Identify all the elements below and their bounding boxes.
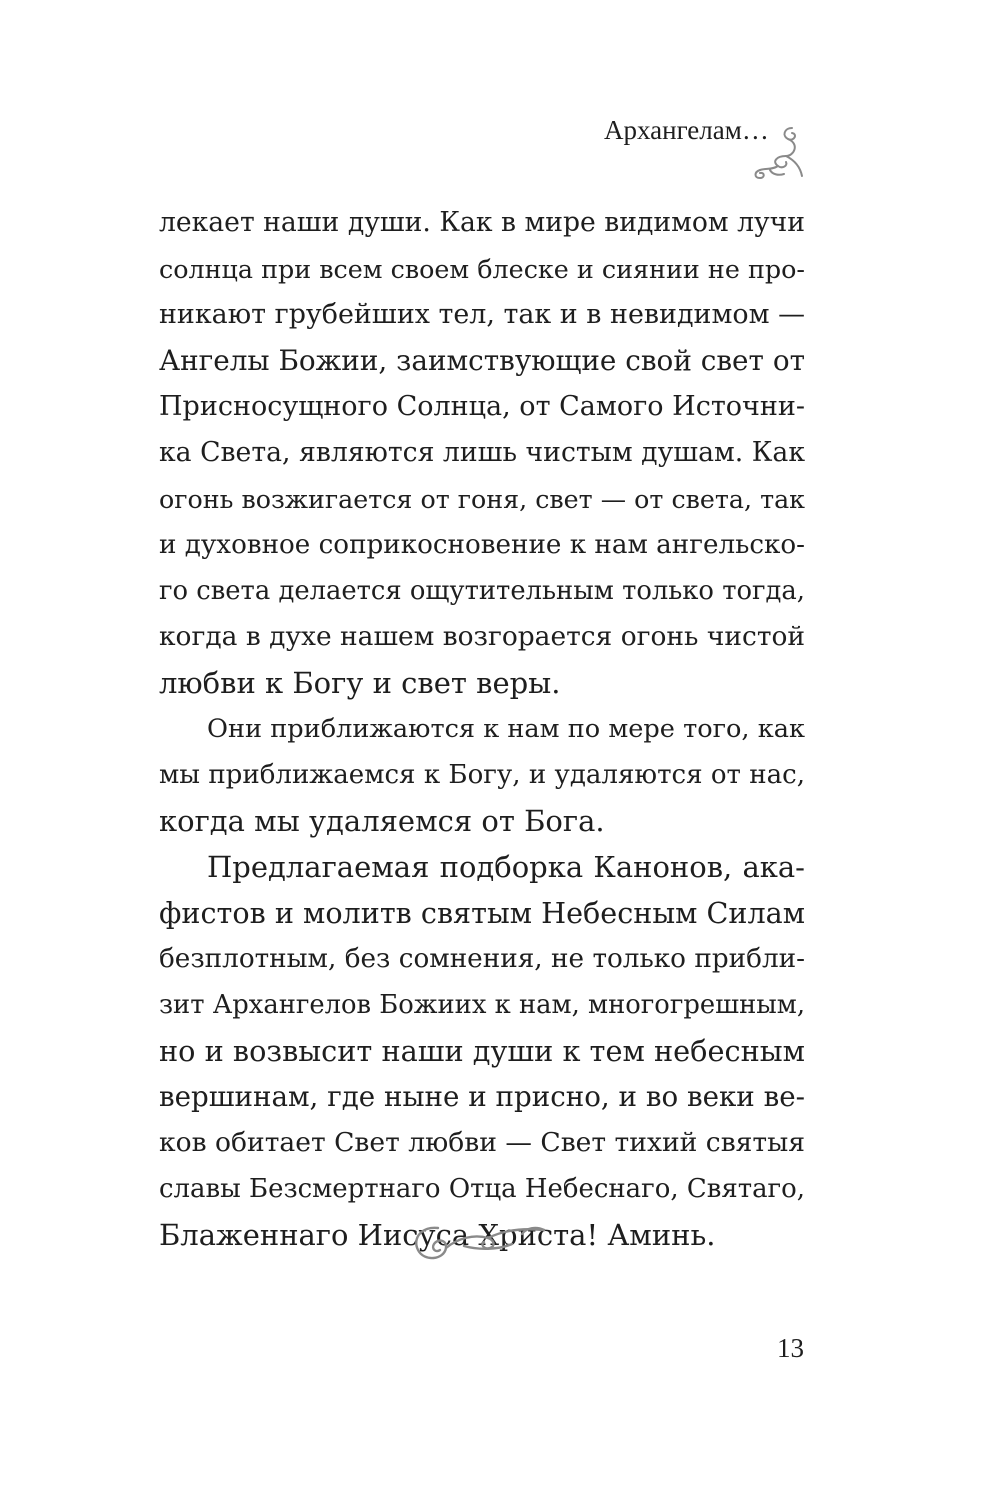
text-line: и духовное соприкосновение к нам ангельско- xyxy=(159,530,806,560)
body-text xyxy=(159,200,805,1258)
text-line: но и возвысит наши души к тем небесным xyxy=(159,1034,805,1068)
text-line: славы Безсмертнаго Отца Небеснаго, Святаго, xyxy=(159,1174,805,1204)
scroll-flourish-icon xyxy=(748,122,808,182)
text-line: ка Света, являются лишь чистым душам. Как xyxy=(159,437,806,468)
text-line: когда мы удаляемся от Бога. xyxy=(159,804,605,838)
text-line: фистов и молитв святым Небесным Силам xyxy=(159,896,806,930)
page-number: 13 xyxy=(777,1333,804,1363)
text-line: го света делается ощутительным только тогда, xyxy=(159,576,806,606)
text-line: солнца при всем своем блеске и сиянии не про- xyxy=(159,254,805,284)
text-line: безплотным, без сомнения, не только прибли- xyxy=(159,944,806,974)
text-line: Блаженнаго Иисуса Христа! Аминь. xyxy=(159,1218,716,1252)
text-line: огонь возжигается от гоня, свет — от света, так xyxy=(159,484,805,514)
text-line: вершинам, где ныне и присно, и во веки ве- xyxy=(159,1080,805,1113)
text-line: Присносущного Солнца, от Самого Источни- xyxy=(159,391,805,422)
text-line: мы приближаемся к Богу, и удаляются от нас, xyxy=(159,760,806,790)
text-line: зит Архангелов Божиих к нам, многогрешным, xyxy=(159,990,806,1020)
text-line: любви к Богу и свет веры. xyxy=(159,666,561,700)
text-line: Они приближаются к нам по мере того, как xyxy=(207,714,805,744)
text-line: Предлагаемая подборка Канонов, ака- xyxy=(207,850,805,884)
text-line: когда в духе нашем возгорается огонь чистой xyxy=(159,621,806,652)
text-line: ков обитает Свет любви — Свет тихий святыя xyxy=(159,1127,805,1158)
swirl-divider-icon xyxy=(408,1216,550,1272)
text-line: лекает наши души. Как в мире видимом лучи xyxy=(159,207,806,238)
running-head: Архангелам… xyxy=(604,115,769,145)
text-line: никают грубейших тел, так и в невидимом — xyxy=(159,299,805,330)
text-line: Ангелы Божии, заимствующие свой свет от xyxy=(159,344,805,377)
